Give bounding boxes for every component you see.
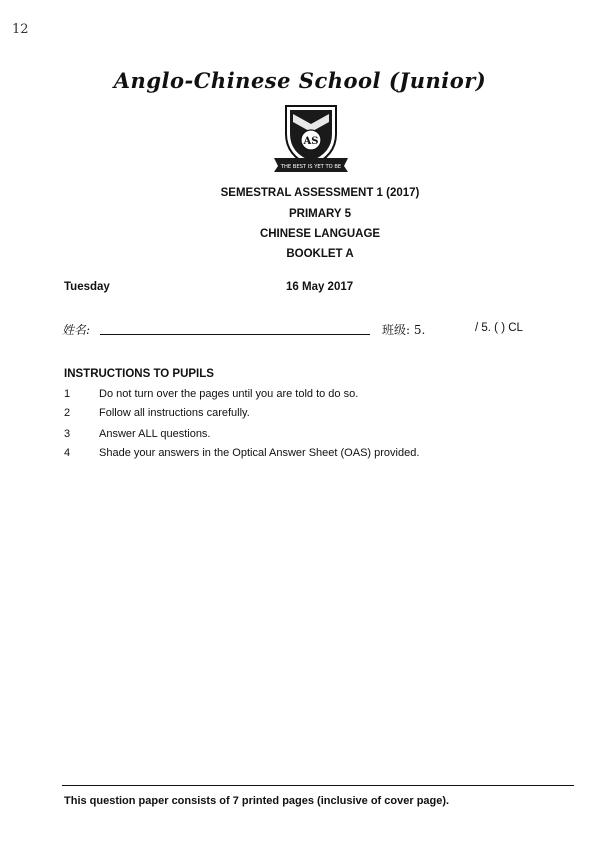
exam-date: 16 May 2017 xyxy=(286,281,354,293)
instruction-number: 4 xyxy=(64,447,71,459)
page-count-note: This question paper consists of 7 printed pages (inclusive of cover page). xyxy=(64,795,450,807)
class-field[interactable]: / 5. ( ) CL xyxy=(475,322,523,334)
instruction-text: Do not turn over the pages until you are told to do so. xyxy=(99,388,359,400)
exam-day: Tuesday xyxy=(64,281,110,293)
instruction-number: 3 xyxy=(64,428,71,440)
svg-text:THE BEST IS YET TO BE: THE BEST IS YET TO BE xyxy=(280,164,342,170)
class-label: 班级: 5. xyxy=(382,323,426,337)
school-name: Anglo-Chinese School (Junior) xyxy=(113,68,487,93)
assessment-title: SEMESTRAL ASSESSMENT 1 (2017) xyxy=(220,187,420,199)
instruction-text: Answer ALL questions. xyxy=(99,428,211,440)
level-title: PRIMARY 5 xyxy=(289,208,351,220)
instruction-text: Follow all instructions carefully. xyxy=(99,407,250,419)
instruction-number: 2 xyxy=(64,407,71,419)
subject-title: CHINESE LANGUAGE xyxy=(259,228,381,240)
handwritten-page-number: 12 xyxy=(12,22,29,37)
svg-text:AS: AS xyxy=(303,136,319,147)
footer-divider xyxy=(62,785,574,786)
name-label: 姓名: xyxy=(62,323,91,337)
booklet-title: BOOKLET A xyxy=(286,248,354,260)
school-crest-logo xyxy=(270,100,352,176)
instructions-title: INSTRUCTIONS TO PUPILS xyxy=(64,368,214,380)
name-field-line[interactable] xyxy=(100,334,370,335)
instruction-text: Shade your answers in the Optical Answer Sheet (OAS) provided. xyxy=(99,447,420,459)
instruction-number: 1 xyxy=(64,388,71,400)
